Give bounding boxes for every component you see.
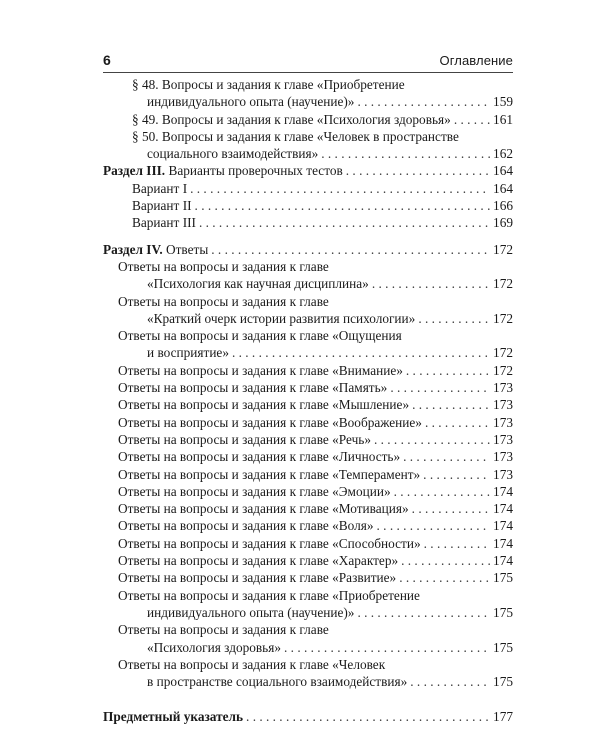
toc-entry-variant-1[interactable]: Вариант I . . . 164 — [103, 180, 513, 197]
page-ref: 162 — [493, 146, 513, 162]
page-ref: 173 — [493, 414, 513, 430]
page-ref: 173 — [493, 380, 513, 396]
page-number: 6 — [103, 52, 111, 68]
page-ref: 173 — [493, 431, 513, 447]
toc-entry-a6[interactable]: в пространстве социального взаимодействия» . . . 175 — [103, 673, 513, 690]
page-ref: 164 — [493, 163, 513, 179]
page-ref: 172 — [493, 276, 513, 292]
toc-index[interactable]: Предметный указатель . . . 177 — [103, 708, 513, 725]
toc-entry-answer[interactable]: Ответы на вопросы и задания к главе «Воля» . . . 174 — [103, 517, 513, 534]
page-ref: 172 — [493, 362, 513, 378]
toc-entry-a3[interactable]: и восприятие» . . . 172 — [103, 344, 513, 361]
page-ref: 161 — [493, 111, 513, 127]
toc-entry-s50[interactable]: социального взаимодействия» . . . 162 — [103, 145, 513, 162]
toc-entry-s48-line1[interactable]: § 48. Вопросы и задания к главе «Приобретение — [132, 77, 405, 92]
answers-list — [103, 362, 513, 587]
toc-entry-a4[interactable]: индивидуального опыта (научение)» . . . 175 — [103, 604, 513, 621]
toc-entry-answer[interactable]: Ответы на вопросы и задания к главе «Воображение» . . . 173 — [103, 414, 513, 431]
toc-entry-s48[interactable]: индивидуального опыта (научение)» . . . 159 — [103, 93, 513, 110]
toc-entry-a5[interactable]: «Психология здоровья» . . . 175 — [103, 639, 513, 656]
toc-entry-answer[interactable]: Ответы на вопросы и задания к главе «Способности» . . . 174 — [103, 535, 513, 552]
toc-entry-a2-line1[interactable]: Ответы на вопросы и задания к главе — [118, 293, 329, 309]
page-ref: 174 — [493, 553, 513, 569]
toc-entry-s50-line1[interactable]: § 50. Вопросы и задания к главе «Человек в пространстве — [132, 128, 459, 144]
toc-entry-answer[interactable]: Ответы на вопросы и задания к главе «Память» . . . 173 — [103, 379, 513, 396]
toc-entry-answer[interactable]: Ответы на вопросы и задания к главе «Внимание» . . . 172 — [103, 362, 513, 379]
page-ref: 164 — [493, 180, 513, 196]
toc-entry-variant-2[interactable]: Вариант II . . . 166 — [103, 197, 513, 214]
page-header — [103, 52, 513, 73]
page-ref: 177 — [493, 709, 513, 725]
toc-entry-s49[interactable]: § 49. Вопросы и задания к главе «Психология здоровья» . . . 161 — [103, 111, 513, 128]
page-ref: 174 — [493, 483, 513, 499]
toc-entry-a1[interactable]: «Психология как научная дисциплина» . . . 172 — [103, 275, 513, 292]
toc-entry-answer[interactable]: Ответы на вопросы и задания к главе «Темперамент» . . . 173 — [103, 466, 513, 483]
page-ref: 172 — [493, 310, 513, 326]
toc-entry-answer[interactable]: Ответы на вопросы и задания к главе «Мышление» . . . 173 — [103, 396, 513, 413]
page-ref: 175 — [493, 674, 513, 690]
page-ref: 175 — [493, 570, 513, 586]
toc-entry-a5-line1[interactable]: Ответы на вопросы и задания к главе — [118, 622, 329, 638]
page-ref: 159 — [493, 94, 513, 110]
section-label: Раздел III. — [103, 163, 166, 179]
page-ref: 175 — [493, 604, 513, 620]
toc-entry-answer[interactable]: Ответы на вопросы и задания к главе «Характер» . . . 174 — [103, 552, 513, 569]
page-ref: 173 — [493, 466, 513, 482]
page-ref: 169 — [493, 215, 513, 231]
page-ref: 166 — [493, 198, 513, 214]
page-ref: 173 — [493, 449, 513, 465]
page-ref: 174 — [493, 518, 513, 534]
toc-entry-a6-line1[interactable]: Ответы на вопросы и задания к главе «Человек — [118, 656, 386, 672]
toc-entry-a3-line1[interactable]: Ответы на вопросы и задания к главе «Ощущения — [118, 328, 402, 344]
section-label: Раздел IV. — [103, 241, 163, 257]
toc-entry-answer[interactable]: Ответы на вопросы и задания к главе «Личность» . . . 173 — [103, 448, 513, 465]
table-of-contents — [103, 76, 513, 726]
toc-section-3[interactable]: Раздел III. Варианты проверочных тестов . . . 164 — [103, 162, 513, 179]
toc-entry-answer[interactable]: Ответы на вопросы и задания к главе «Речь» . . . 173 — [103, 431, 513, 448]
running-title: Оглавление — [439, 53, 513, 68]
toc-entry-a1-line1[interactable]: Ответы на вопросы и задания к главе — [118, 258, 329, 274]
page-ref: 172 — [493, 345, 513, 361]
toc-entry-answer[interactable]: Ответы на вопросы и задания к главе «Мотивация» . . . 174 — [103, 500, 513, 517]
toc-entry-a2[interactable]: «Краткий очерк истории развития психологии» . . . 172 — [103, 310, 513, 327]
page-ref: 175 — [493, 639, 513, 655]
toc-section-4[interactable]: Раздел IV. Ответы . . . 172 — [103, 241, 513, 258]
page-ref: 174 — [493, 535, 513, 551]
toc-entry-a4-line1[interactable]: Ответы на вопросы и задания к главе «Приобретение — [118, 587, 420, 603]
page-ref: 173 — [493, 397, 513, 413]
toc-entry-answer[interactable]: Ответы на вопросы и задания к главе «Эмоции» . . . 174 — [103, 483, 513, 500]
toc-entry-variant-3[interactable]: Вариант III . . . 169 — [103, 214, 513, 231]
toc-entry-answer[interactable]: Ответы на вопросы и задания к главе «Развитие» . . . 175 — [103, 569, 513, 586]
page-ref: 174 — [493, 501, 513, 517]
page-ref: 172 — [493, 241, 513, 257]
